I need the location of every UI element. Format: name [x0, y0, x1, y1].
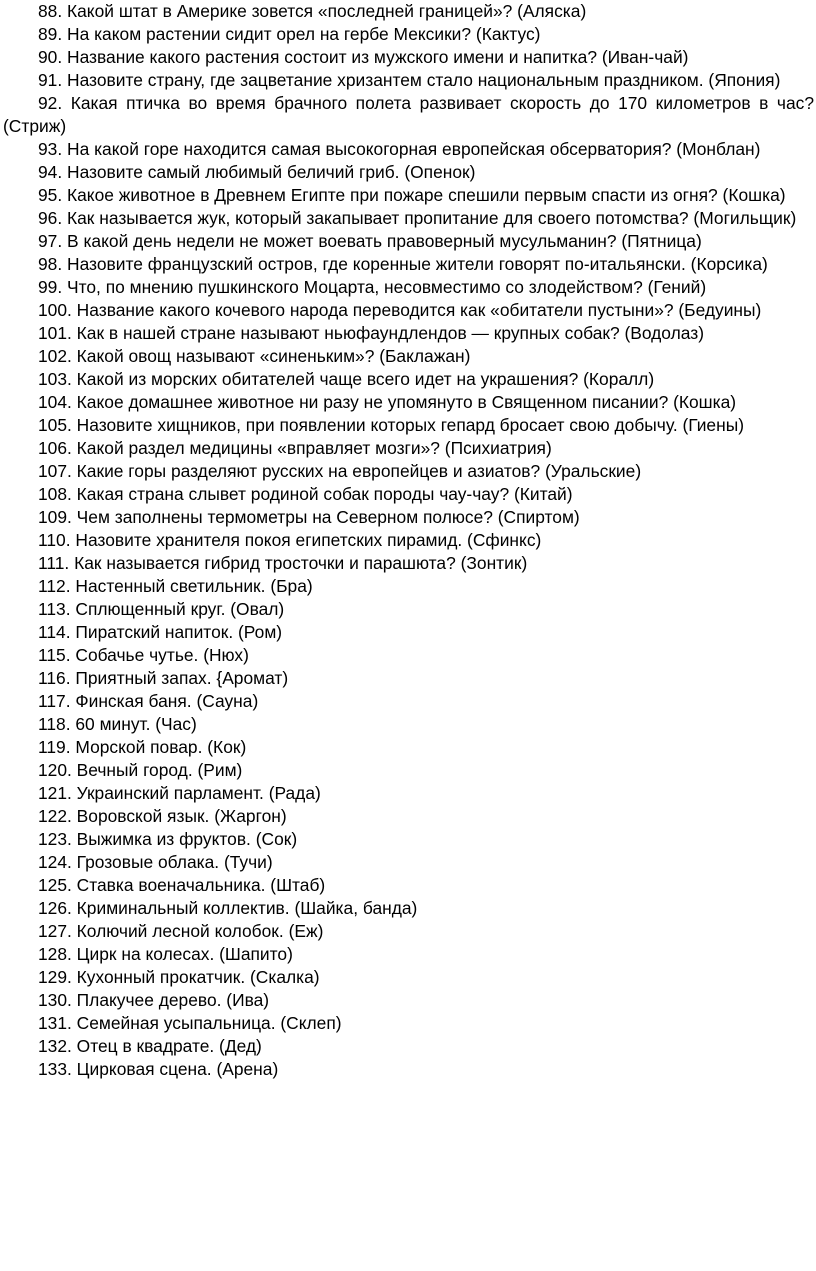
quiz-item: 93. На какой горе находится самая высокогорная европейская обсерватория? (Монблан) — [38, 139, 761, 159]
quiz-item: 123. Выжимка из фруктов. (Сок) — [38, 829, 298, 849]
quiz-item: 91. Назовите страну, где зацветание хризантем стало национальным праздником. (Япония) — [38, 70, 781, 90]
quiz-item: 125. Ставка военачальника. (Штаб) — [38, 875, 326, 895]
quiz-item: 88. Какой штат в Америке зовется «последней границей»? (Аляска) — [38, 1, 587, 21]
quiz-item: 102. Какой овощ называют «синеньким»? (Баклажан) — [38, 346, 471, 366]
quiz-item: 120. Вечный город. (Рим) — [38, 760, 243, 780]
quiz-item: 111. Как называется гибрид тросточки и парашюта? (Зонтик) — [38, 553, 528, 573]
quiz-item: 108. Какая страна слывет родиной собак породы чау-чау? (Китай) — [38, 484, 573, 504]
quiz-item: 107. Какие горы разделяют русских на европейцев и азиатов? (Уральские) — [38, 461, 642, 481]
quiz-item: 89. На каком растении сидит орел на гербе Мексики? (Кактус) — [38, 24, 541, 44]
quiz-question-list — [3, 0, 814, 1081]
quiz-item: 100. Название какого кочевого народа переводится как «обитатели пустыни»? (Бедуины) — [38, 300, 762, 320]
quiz-item: 103. Какой из морских обитателей чаще всего идет на украшения? (Коралл) — [38, 369, 655, 389]
quiz-item: 110. Назовите хранителя покоя египетских пирамид. (Сфинкс) — [38, 530, 542, 550]
quiz-item: 117. Финская баня. (Сауна) — [38, 691, 259, 711]
quiz-item: 131. Семейная усыпальница. (Склеп) — [38, 1013, 342, 1033]
quiz-item: 126. Криминальный коллектив. (Шайка, банда) — [38, 898, 418, 918]
quiz-item: 90. Название какого растения состоит из мужского имени и напитка? (Иван-чай) — [38, 47, 689, 67]
quiz-item: 99. Что, по мнению пушкинского Моцарта, несовместимо со злодейством? (Гений) — [38, 277, 707, 297]
quiz-item: 116. Приятный запах. {Аромат) — [38, 668, 289, 688]
quiz-item: 124. Грозовые облака. (Тучи) — [38, 852, 273, 872]
quiz-item: 122. Воровской язык. (Жаргон) — [38, 806, 287, 826]
quiz-item: 115. Собачье чутье. (Нюх) — [38, 645, 249, 665]
quiz-item: 128. Цирк на колесах. (Шапито) — [38, 944, 293, 964]
quiz-item: 104. Какое домашнее животное ни разу не упомянуто в Священном писании? (Кошка) — [38, 392, 737, 412]
quiz-item: 95. Какое животное в Древнем Египте при пожаре спешили первым спасти из огня? (Кошка) — [38, 185, 786, 205]
quiz-item: 121. Украинский парламент. (Рада) — [38, 783, 321, 803]
quiz-item: 101. Как в нашей стране называют ньюфаундлендов — крупных собак? (Водолаз) — [38, 323, 704, 343]
quiz-item: 92. Какая птичка во время брачного полета развивает скорость до 170 километров в час? (Стриж) — [3, 93, 814, 136]
quiz-item: 112. Настенный светильник. (Бра) — [38, 576, 313, 596]
quiz-item: 127. Колючий лесной колобок. (Еж) — [38, 921, 324, 941]
quiz-item: 132. Отец в квадрате. (Дед) — [38, 1036, 262, 1056]
quiz-item: 129. Кухонный прокатчик. (Скалка) — [38, 967, 320, 987]
quiz-item: 98. Назовите французский остров, где коренные жители говорят по-итальянски. (Корсика) — [38, 254, 768, 274]
quiz-item: 105. Назовите хищников, при появлении которых гепард бросает свою добычу. (Гиены) — [38, 415, 744, 435]
quiz-item: 97. В какой день недели не может воевать правоверный мусульманин? (Пятница) — [38, 231, 702, 251]
quiz-item: 96. Как называется жук, который закапывает пропитание для своего потомства? (Могильщик) — [38, 208, 797, 228]
quiz-item: 119. Морской повар. (Кок) — [38, 737, 247, 757]
quiz-item: 133. Цирковая сцена. (Арена) — [38, 1059, 279, 1079]
quiz-item: 130. Плакучее дерево. (Ива) — [38, 990, 270, 1010]
quiz-item: 109. Чем заполнены термометры на Северном полюсе? (Спиртом) — [38, 507, 580, 527]
quiz-item: 113. Сплющенный круг. (Овал) — [38, 599, 285, 619]
quiz-item: 118. 60 минут. (Час) — [38, 714, 197, 734]
quiz-item: 94. Назовите самый любимый беличий гриб. (Опенок) — [38, 162, 476, 182]
quiz-item: 114. Пиратский напиток. (Ром) — [38, 622, 283, 642]
quiz-item: 106. Какой раздел медицины «вправляет мозги»? (Психиатрия) — [38, 438, 552, 458]
